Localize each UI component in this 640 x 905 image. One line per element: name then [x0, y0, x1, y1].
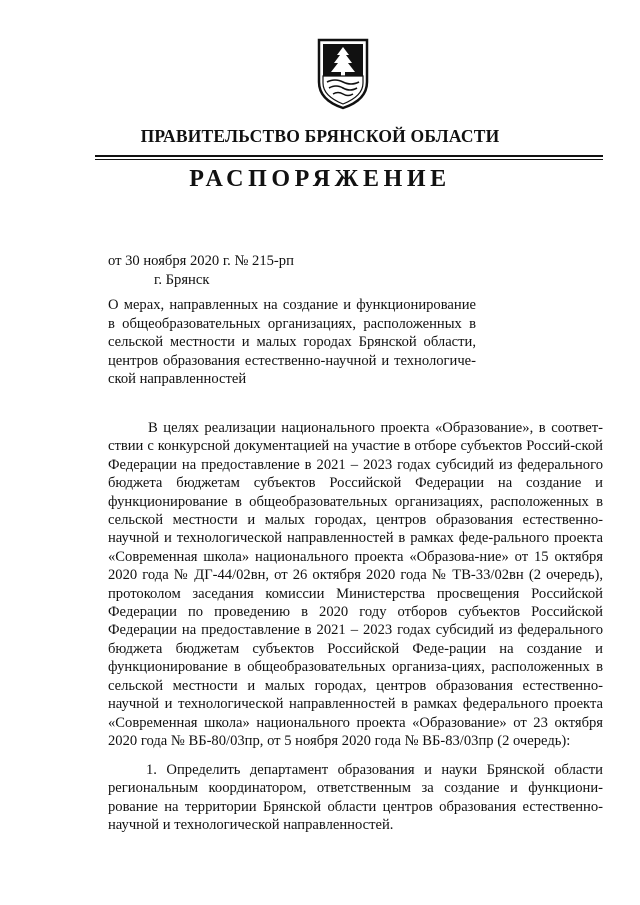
document-subject: О мерах, направленных на создание и функционирование в общеобразовательных организациях, расположенных в сельской местности и малых городах Брянской области, центров образования естественно-научной и технологиче-ской направленностей: [108, 297, 476, 387]
date-number: от 30 ноября 2020 г. № 215-рп: [108, 253, 294, 269]
clause-1-paragraph: 1. Определить департамент образования и науки Брянской области региональным координатором, ответственным за создание и функциони-рование на территории Брянской области центров образования естественно-научной и технологической направленностей.: [108, 762, 603, 834]
header-rule-thick: [95, 155, 603, 157]
document-type-title: РАСПОРЯЖЕНИЕ: [189, 166, 451, 192]
city: г. Брянск: [154, 272, 210, 288]
header-rule-thin: [95, 159, 603, 160]
preamble-paragraph: В целях реализации национального проекта «Образование», в соответ-ствии с конкурсной документацией на участие в отборе субъектов Россий-ской Федерации на предоставление в 2021 – 2023 годах субсидий из федерального бюджета бюджетам субъектов Российской Федерации на создание и функционирование в общеобразовательных организациях, расположенных в сельской местности и малых городах, центров образования естественно-научной и технологической направленностей в рамках феде-рального проекта «Современная школа» национального проекта «Образова-ние» от 15 октября 2020 года № ДГ-44/02вн, от 26 октября 2020 года № ТВ-33/02вн (2 очередь), протоколом заседания комиссии Министерства просвещения Российской Федерации по проведению в 2020 году отборов субъектов Российской Федерации на предоставление в 2021 – 2023 годах субсидий из федерального бюджета бюджетам субъектов Российской Феде-рации на создание и функционирование в общеобразовательных организа-циях, расположенных в сельской местности и малых городах, центров образования естественно-научной и технологической направленностей в рамках федерального проекта «Современная школа» национального проекта «Образование» от 23 октября 2020 года № ВБ-80/03пр, от 5 ноября 2020 года № ВБ-83/03пр (2 очередь):: [108, 420, 603, 749]
coat-of-arms-icon: [316, 38, 370, 110]
organization-title: ПРАВИТЕЛЬСТВО БРЯНСКОЙ ОБЛАСТИ: [140, 126, 500, 146]
